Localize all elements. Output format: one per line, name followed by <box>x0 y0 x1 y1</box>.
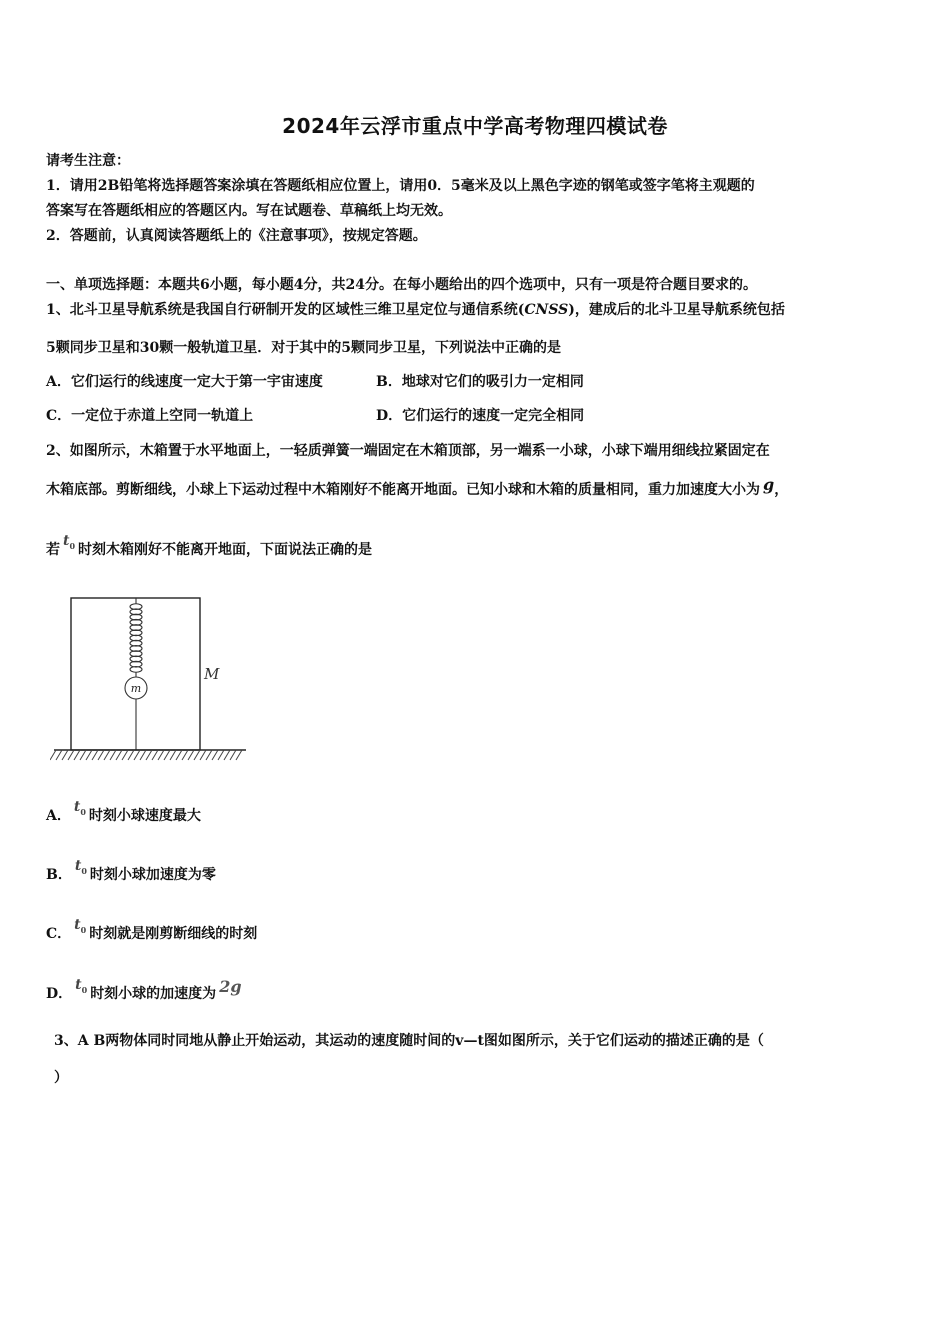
hatch-line <box>170 750 176 760</box>
q2-stem-line2: 木箱底部。剪断细线，小球上下运动过程中木箱刚好不能离开地面。已知小球和木箱的质量相同，重力加速度大小为 g， <box>46 475 789 498</box>
q2-option-c: C．$t_0$ 时刻就是刚剪断细线的时刻 <box>46 917 258 942</box>
t0-symbol: $t_0$ <box>75 977 88 995</box>
q1-option-c: C．一定位于赤道上空同一轨道上 <box>46 408 254 424</box>
hatch-line <box>200 750 206 760</box>
hatch-line <box>224 750 230 760</box>
q2-stem-line3: 若$t_0$ 时刻木箱刚好不能离开地面，下面说法正确的是 <box>46 533 373 558</box>
hatch-line <box>176 750 182 760</box>
ball-label: m <box>130 682 142 695</box>
hatch-line <box>86 750 92 760</box>
hatch-line <box>212 750 218 760</box>
t0-symbol: $t_0$ <box>63 533 76 551</box>
hatch-line <box>80 750 86 760</box>
q1-abbr: CNSS <box>524 302 569 318</box>
hatch-line <box>236 750 242 760</box>
hatch-line <box>56 750 62 760</box>
q3-stem-line2: ） <box>54 1070 68 1086</box>
hatch-line <box>146 750 152 760</box>
section-heading: 一、单项选择题：本题共6小题，每小题4分，共24分。在每小题给出的四个选项中，只有一项是符合题目要求的。 <box>46 277 757 293</box>
q2-option-b: B．$t_0$ 时刻小球加速度为零 <box>46 858 216 883</box>
q1-option-a: A．它们运行的线速度一定大于第一宇宙速度 <box>46 374 323 390</box>
hatch-line <box>110 750 116 760</box>
q1-option-d: D．它们运行的速度一定完全相同 <box>376 408 585 424</box>
notice-item: 2．答题前，认真阅读答题纸上的《注意事项》，按规定答题。 <box>46 228 427 244</box>
hatch-line <box>62 750 68 760</box>
hatch-line <box>152 750 158 760</box>
hatch-line <box>206 750 212 760</box>
q2-stem-line1: 2、如图所示，木箱置于水平地面上，一轻质弹簧一端固定在木箱顶部，另一端系一小球，小球下端用细线拉紧固定在 <box>46 443 770 459</box>
q1-stem-line1: 1、北斗卫星导航系统是我国自行研制开发的区域性三维卫星定位与通信系统(CNSS)，建成后的北斗卫星导航系统包括 <box>46 302 785 318</box>
spring <box>130 604 142 673</box>
hatch-line <box>140 750 146 760</box>
hatch-line <box>134 750 140 760</box>
notice-heading: 请考生注意： <box>46 153 130 169</box>
t0-symbol: $t_0$ <box>74 917 87 935</box>
option-d-value: 2g <box>219 977 242 996</box>
q2-option-d: D．$t_0$ 时刻小球的加速度为 2g <box>46 977 242 1002</box>
q2-option-a: A．$t_0$ 时刻小球速度最大 <box>46 799 201 824</box>
q1-stem-line2: 5颗同步卫星和30颗一般轨道卫星．对于其中的5颗同步卫星，下列说法中正确的是 <box>46 340 561 356</box>
hatch-line <box>230 750 236 760</box>
hatch-line <box>98 750 104 760</box>
hatch-line <box>164 750 170 760</box>
hatch-line <box>128 750 134 760</box>
notice-item: 答案写在答题纸相应的答题区内。写在试题卷、草稿纸上均无效。 <box>46 203 452 219</box>
hatch-line <box>188 750 194 760</box>
box-label: M <box>204 665 220 683</box>
hatch-line <box>116 750 122 760</box>
spring-box-figure <box>50 590 260 770</box>
notice-item: 1．请用2B铅笔将选择题答案涂填在答题纸相应位置上，请用0．5毫米及以上黑色字迹的钢笔或签字笔将主观题的 <box>46 178 755 194</box>
page-title: 2024年云浮市重点中学高考物理四模试卷 <box>282 114 668 138</box>
hatch-line <box>122 750 128 760</box>
hatch-line <box>74 750 80 760</box>
hatch-line <box>68 750 74 760</box>
q3-stem-line1: 3、A B两物体同时同地从静止开始运动，其运动的速度随时间的v—t图如图所示，关于它们运动的描述正确的是（ <box>54 1033 764 1049</box>
hatch-line <box>50 750 56 760</box>
g-symbol: g <box>763 475 775 494</box>
hatch-line <box>218 750 224 760</box>
hatch-line <box>194 750 200 760</box>
hatch-line <box>92 750 98 760</box>
hatch-line <box>158 750 164 760</box>
hatch-line <box>182 750 188 760</box>
hatch-line <box>104 750 110 760</box>
t0-symbol: $t_0$ <box>73 799 86 817</box>
ground-hatching <box>50 750 242 760</box>
t0-symbol: $t_0$ <box>74 858 87 876</box>
q1-option-b: B．地球对它们的吸引力一定相同 <box>376 374 584 390</box>
